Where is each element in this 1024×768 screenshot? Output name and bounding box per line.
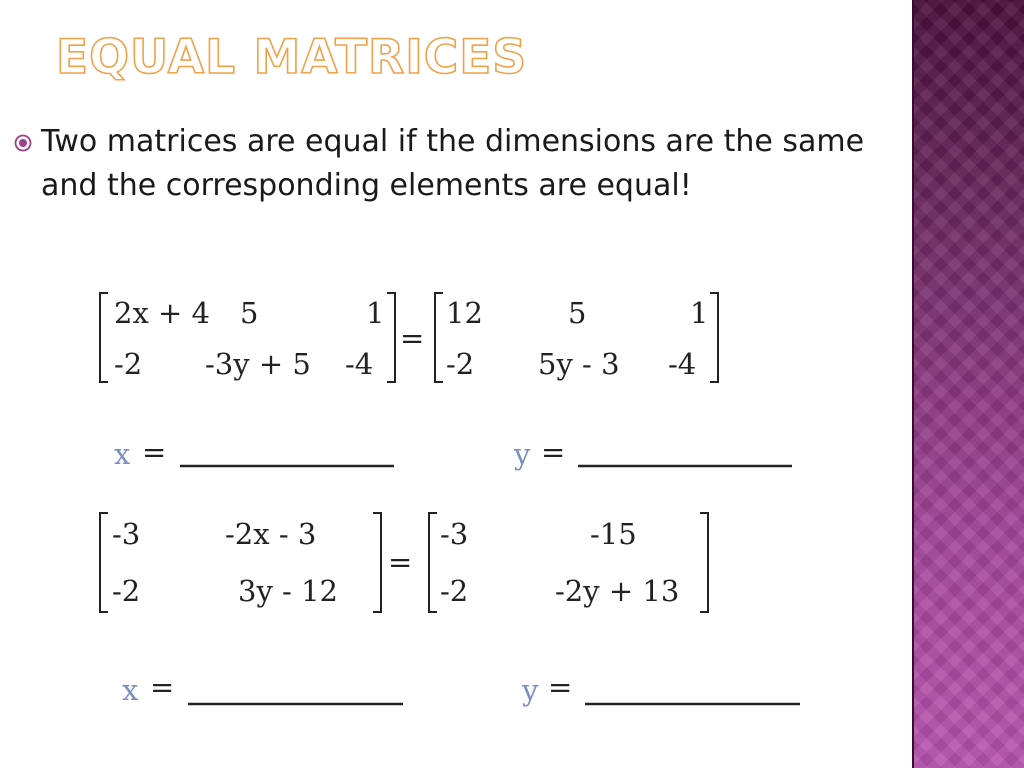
matrix-cell: 1 bbox=[690, 296, 709, 330]
equals-sign: = bbox=[400, 321, 425, 355]
answer-equals: = bbox=[142, 435, 167, 469]
problem-1 bbox=[100, 293, 792, 471]
matrix-cell: 5 bbox=[568, 296, 587, 330]
answer-equals: = bbox=[541, 435, 566, 469]
matrix-cell: -2x - 3 bbox=[225, 517, 317, 551]
matrix-cell: -3y + 5 bbox=[205, 347, 311, 381]
matrix-cell: 12 bbox=[446, 296, 483, 330]
decorative-side-band bbox=[912, 0, 1024, 768]
matrix-cell: 5y - 3 bbox=[538, 347, 620, 381]
left-bracket bbox=[429, 513, 437, 612]
matrix-cell: -3 bbox=[112, 517, 141, 551]
left-bracket bbox=[435, 293, 443, 382]
matrix-cell: -15 bbox=[590, 517, 637, 551]
slide-title: EQUAL MATRICES bbox=[56, 30, 528, 85]
answer-equals: = bbox=[150, 670, 175, 704]
problem-2 bbox=[100, 513, 800, 707]
left-bracket bbox=[100, 513, 108, 612]
matrix-cell: 2x + 4 bbox=[114, 296, 210, 330]
y-variable-label: y bbox=[514, 437, 531, 471]
right-bracket bbox=[710, 293, 718, 382]
left-bracket bbox=[100, 293, 108, 382]
matrix-cell: -2 bbox=[114, 347, 143, 381]
bullet-text: Two matrices are equal if the dimensions are the same and the corresponding elements are equal! bbox=[41, 124, 865, 203]
matrix-cell: -4 bbox=[345, 347, 374, 381]
right-bracket bbox=[387, 293, 395, 382]
y-variable-label: y bbox=[522, 673, 539, 707]
x-variable-label: x bbox=[122, 673, 139, 707]
matrix-cell: -2 bbox=[112, 574, 141, 608]
matrix-cell: -4 bbox=[668, 347, 697, 381]
answer-equals: = bbox=[548, 670, 573, 704]
matrix-cell: 3y - 12 bbox=[238, 574, 338, 608]
right-bracket bbox=[373, 513, 381, 612]
equals-sign: = bbox=[388, 545, 413, 579]
matrix-cell: -2y + 13 bbox=[555, 574, 680, 608]
matrix-cell: 5 bbox=[240, 296, 259, 330]
x-variable-label: x bbox=[114, 437, 131, 471]
matrix-cell: 1 bbox=[366, 296, 385, 330]
matrix-cell: -2 bbox=[440, 574, 469, 608]
matrix-cell: -2 bbox=[446, 347, 475, 381]
matrix-cell: -3 bbox=[440, 517, 469, 551]
right-bracket bbox=[700, 513, 708, 612]
